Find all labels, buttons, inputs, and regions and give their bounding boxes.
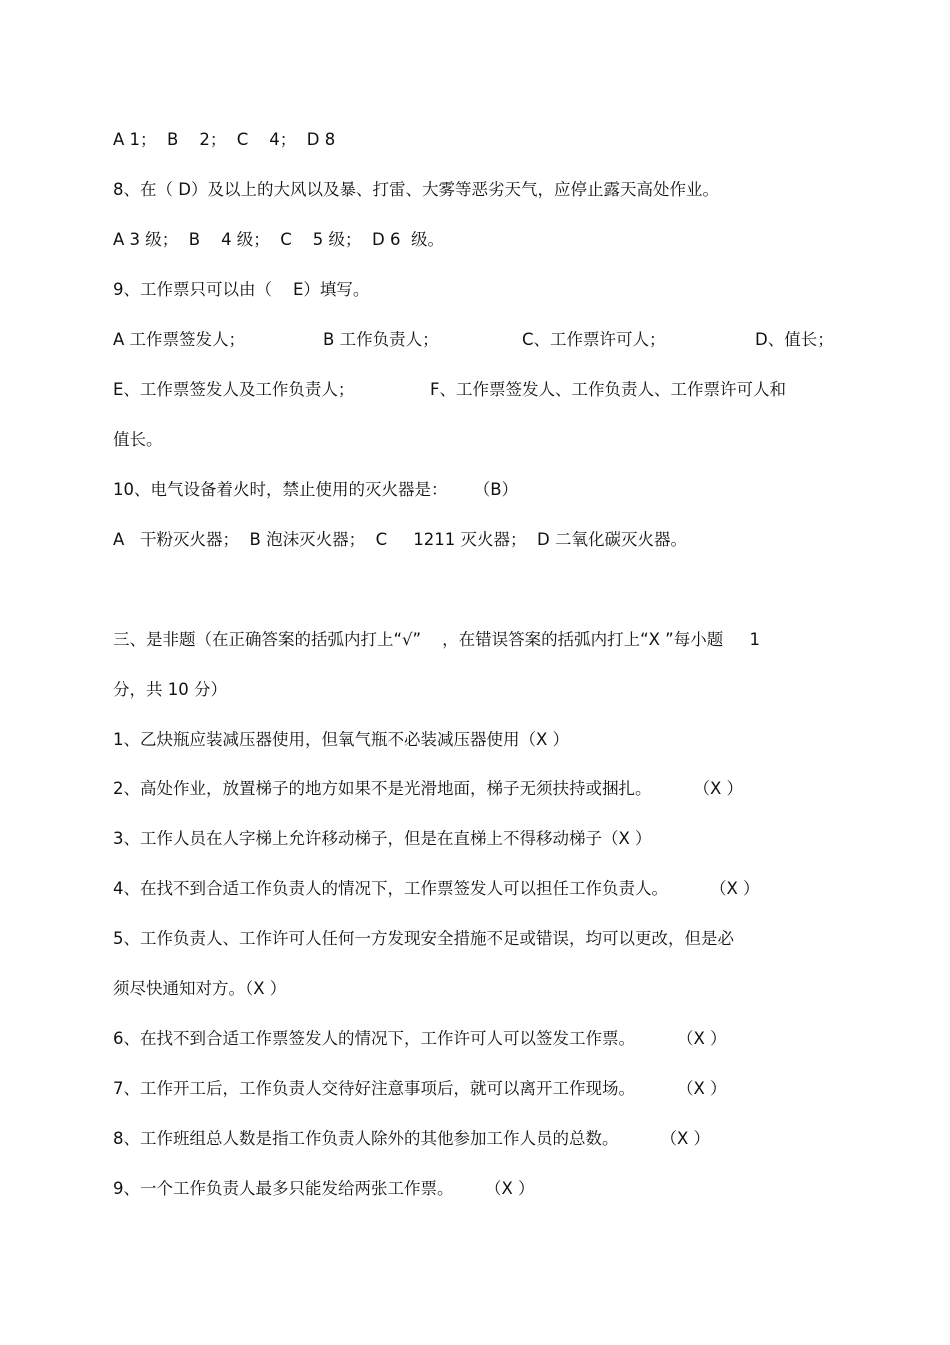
tf-item-8: 8、工作班组总人数是指工作负责人除外的其他参加工作人员的总数。 （X ） — [113, 1129, 711, 1148]
q10-question: 10、电气设备着火时，禁止使用的灭火器是： （B） — [113, 480, 519, 499]
tf-item-9: 9、一个工作负责人最多只能发给两张工作票。 （X ） — [113, 1179, 535, 1198]
section-3-heading: 三、是非题（在正确答案的括弧内打上“√” ，在错误答案的括弧内打上“X ”每小题 1 — [113, 630, 760, 649]
q9-option-f: F、工作票签发人、工作负责人、工作票许可人和 — [430, 380, 786, 399]
tf-item-6: 6、在找不到合适工作票签发人的情况下，工作许可人可以签发工作票。 （X ） — [113, 1029, 727, 1048]
q9-option-a: A 工作票签发人； — [113, 330, 246, 349]
q8-question: 8、在（ D）及以上的大风以及暴、打雷、大雾等恶劣天气，应停止露天高处作业。 — [113, 180, 719, 199]
q9-question: 9、工作票只可以由（ E）填写。 — [113, 280, 370, 299]
q9-option-d: D、值长； — [755, 330, 834, 349]
tf-item-5: 5、工作负责人、工作许可人任何一方发现安全措施不足或错误，均可以更改，但是必 — [113, 929, 734, 948]
tf-item-7: 7、工作开工后，工作负责人交待好注意事项后，就可以离开工作现场。 （X ） — [113, 1079, 727, 1098]
q9-option-b: B 工作负责人； — [323, 330, 439, 349]
q9-option-c: C、工作票许可人； — [522, 330, 666, 349]
q9-option-f-continued: 值长。 — [113, 430, 163, 449]
tf-item-4: 4、在找不到合适工作负责人的情况下，工作票签发人可以担任工作负责人。 （X ） — [113, 879, 760, 898]
section-3-heading-continued: 分，共 10 分） — [113, 680, 227, 699]
q9-option-e: E、工作票签发人及工作负责人； — [113, 380, 355, 399]
q7-options: A 1； B 2； C 4； D 8 — [113, 130, 336, 149]
tf-item-2: 2、高处作业，放置梯子的地方如果不是光滑地面，梯子无须扶持或捆扎。 （X ） — [113, 779, 744, 798]
q10-options: A 干粉灭火器； B 泡沫灭火器； C 1211 灭火器； D 二氧化碳灭火器。 — [113, 530, 687, 549]
tf-item-3: 3、工作人员在人字梯上允许移动梯子，但是在直梯上不得移动梯子（X ） — [113, 829, 652, 848]
tf-item-1: 1、乙炔瓶应装减压器使用，但氧气瓶不必装减压器使用（X ） — [113, 730, 570, 749]
tf-item-5-continued: 须尽快通知对方。（X ） — [113, 979, 287, 998]
q8-options: A 3 级； B 4 级； C 5 级； D 6 级。 — [113, 230, 444, 249]
